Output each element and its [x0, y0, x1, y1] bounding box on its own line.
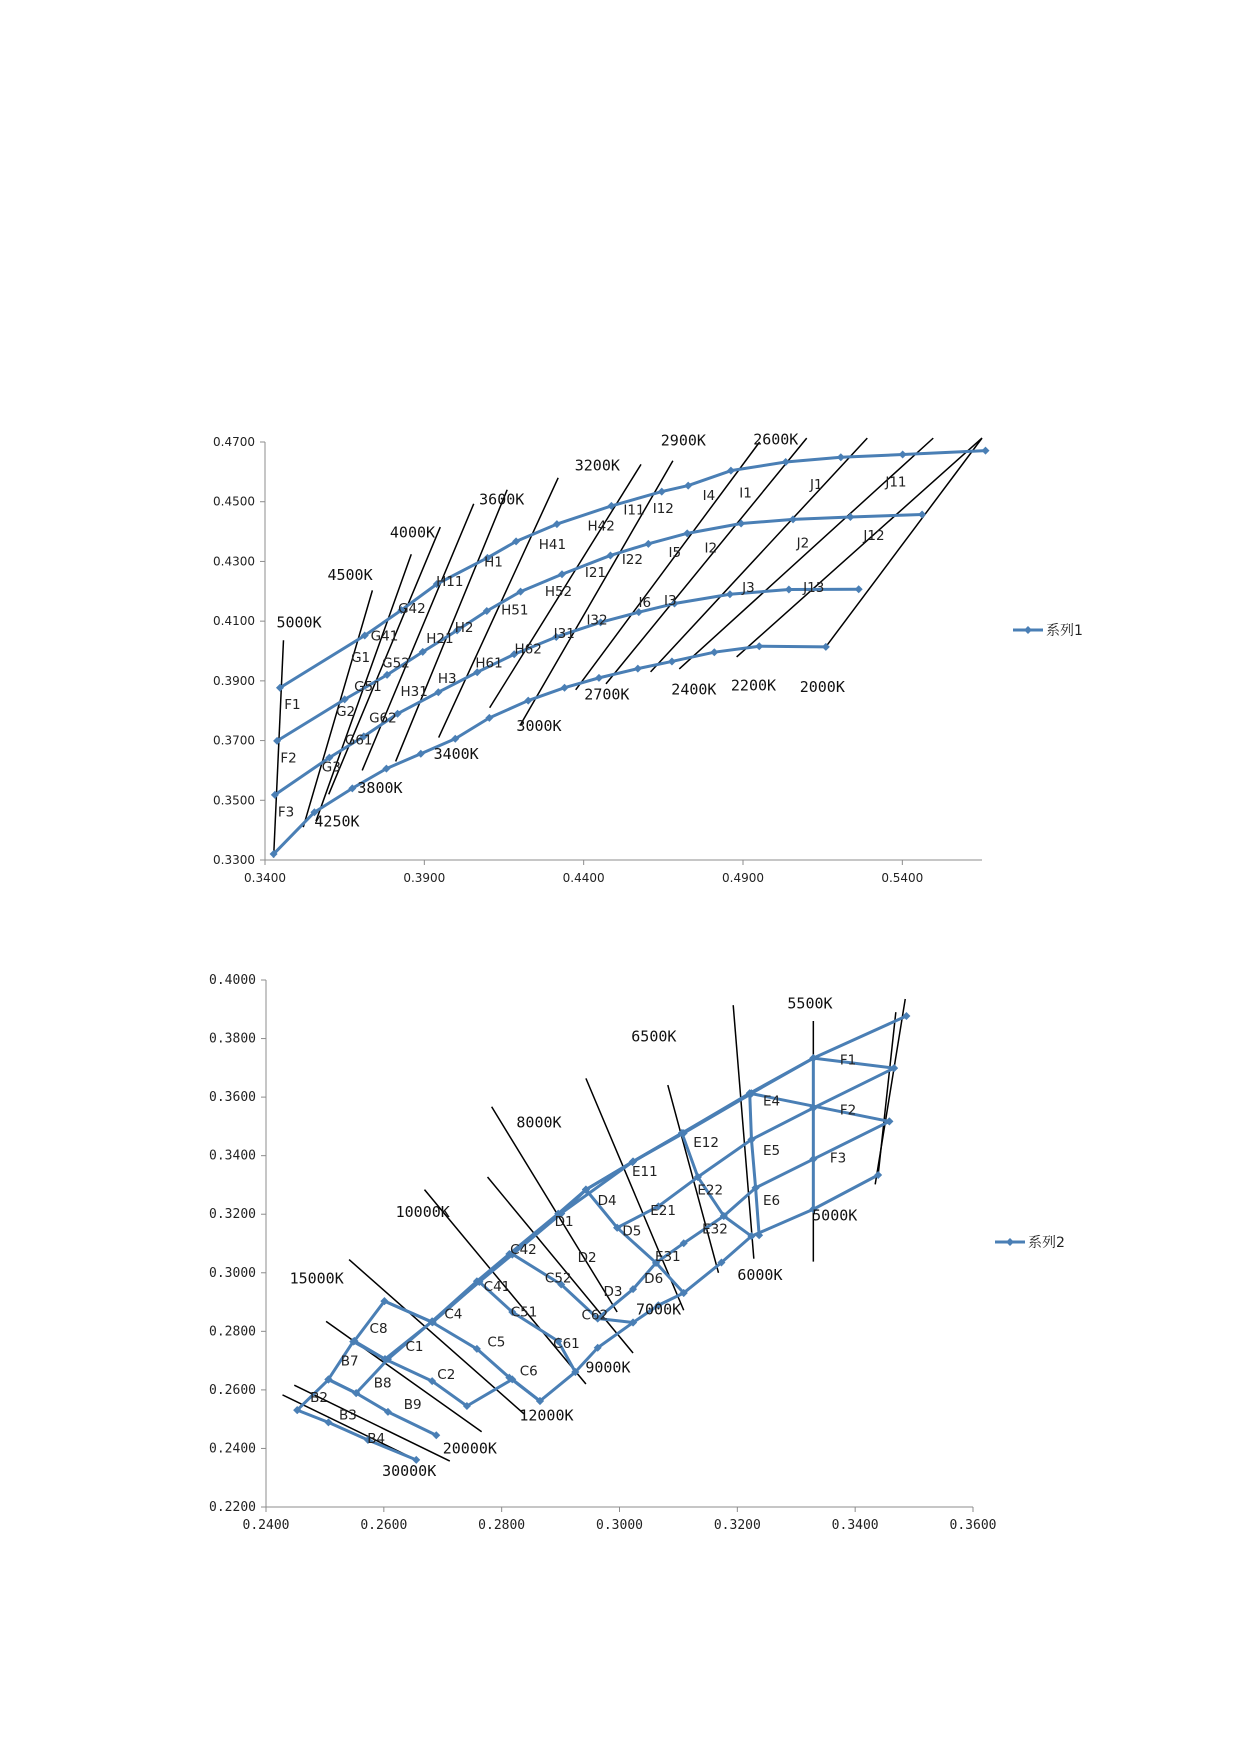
data-point: [710, 648, 718, 656]
y-tick-label: 0.2400: [209, 1441, 256, 1457]
bin-label: G3: [321, 759, 341, 776]
bin-label: D2: [577, 1249, 597, 1266]
x-tick-label: 0.3000: [596, 1518, 643, 1533]
bin-label: E22: [697, 1182, 724, 1199]
cct-label: 4000K: [389, 523, 436, 542]
bin-label: G52: [382, 655, 410, 672]
bin-label: D4: [597, 1192, 617, 1209]
bin-label: B8: [373, 1375, 392, 1392]
cct-label: 6500K: [631, 1027, 677, 1046]
y-tick-label: 0.2200: [209, 1500, 256, 1515]
bin-label: H3: [437, 671, 457, 688]
bin-label: G51: [354, 679, 382, 696]
data-point: [837, 453, 845, 461]
bin-label: J13: [803, 580, 825, 597]
y-tick-label: 0.3500: [213, 793, 255, 808]
data-point: [668, 657, 676, 665]
bin-label: I5: [668, 545, 682, 562]
bin-label: I21: [584, 564, 607, 581]
bin-label: I32: [586, 612, 608, 629]
bin-label: E6: [762, 1192, 781, 1209]
bin-label: H62: [514, 641, 542, 658]
x-tick-label: 0.3400: [244, 871, 286, 885]
bin-label: G1: [351, 650, 371, 667]
x-tick-label: 0.4900: [722, 871, 764, 885]
bin-label: B7: [340, 1353, 359, 1370]
cct-label: 9000K: [585, 1358, 631, 1377]
bin-label: C1: [405, 1339, 424, 1356]
cct-line: [878, 1012, 896, 1175]
bin-label: F3: [829, 1150, 847, 1167]
bin-label: J2: [796, 535, 810, 552]
y-tick-label: 0.3800: [209, 1031, 256, 1047]
data-point: [918, 511, 926, 519]
bin-label: G61: [344, 732, 373, 749]
bin-label: H61: [475, 655, 503, 672]
bin-label: C4: [444, 1306, 463, 1323]
cct-label: 5000K: [276, 613, 322, 632]
bin-label: C42: [510, 1242, 537, 1259]
y-tick-label: 0.3900: [213, 673, 255, 688]
bin-label: I22: [621, 551, 644, 568]
bin-label: F1: [284, 697, 301, 714]
y-tick-label: 0.3000: [209, 1265, 256, 1281]
data-point: [644, 540, 652, 548]
legend-label: 系列2: [1028, 1235, 1065, 1251]
data-point: [855, 585, 863, 593]
chart-1-ccyx-bins: [0, 380, 1240, 940]
data-point: [755, 642, 763, 650]
bin-label: E32: [702, 1221, 728, 1238]
legend: [995, 1235, 1065, 1251]
bin-label: H52: [544, 584, 573, 601]
cct-line: [826, 438, 982, 647]
x-tick-label: 0.3200: [713, 1518, 761, 1533]
cct-label: 12000K: [519, 1406, 574, 1425]
data-point: [558, 570, 566, 578]
legend-marker: [1006, 1238, 1014, 1246]
chart-2-ccyx-bins: [0, 960, 1240, 1533]
data-point: [595, 674, 603, 682]
cct-label: 2600K: [753, 430, 799, 449]
y-tick-label: 0.3400: [209, 1148, 256, 1164]
x-tick-label: 0.5400: [881, 871, 924, 885]
bin-label: G41: [370, 628, 399, 645]
legend: [1013, 623, 1083, 639]
data-point: [899, 451, 907, 459]
y-tick-label: 0.4700: [213, 435, 255, 449]
bin-label: D6: [644, 1271, 664, 1288]
cct-label: 3400K: [433, 745, 479, 764]
bin-label: I4: [702, 487, 716, 504]
cct-label: 3600K: [479, 490, 525, 509]
cct-label: 15000K: [289, 1269, 344, 1288]
bin-label: C41: [483, 1278, 511, 1295]
x-tick-label: 0.2400: [242, 1518, 290, 1533]
bin-label: B4: [367, 1431, 386, 1448]
bin-label: C2: [437, 1367, 456, 1384]
cct-label: 30000K: [382, 1461, 437, 1480]
cct-label: 3200K: [574, 456, 620, 475]
bin-label: E21: [650, 1203, 676, 1220]
y-tick-label: 0.3200: [209, 1207, 256, 1223]
bin-label: I31: [553, 625, 575, 642]
cct-label: 2200K: [730, 676, 777, 695]
mesh-line: [750, 1093, 759, 1235]
mesh-line: [432, 1282, 575, 1372]
cct-label: 5500K: [787, 994, 833, 1013]
bin-label: I1: [739, 485, 752, 502]
bin-label: J11: [885, 474, 907, 491]
bin-label: H11: [436, 573, 464, 590]
cct-label: 2000K: [799, 678, 845, 697]
y-tick-label: 0.3600: [209, 1090, 256, 1106]
cct-label: 4250K: [314, 812, 360, 831]
bin-label: H21: [426, 631, 454, 648]
x-tick-label: 0.3900: [403, 871, 446, 885]
bin-label: J12: [863, 527, 885, 544]
cct-label: 3800K: [357, 779, 403, 798]
cct-label: 10000K: [395, 1202, 450, 1221]
bin-label: E31: [654, 1249, 681, 1266]
data-point: [782, 458, 790, 466]
data-point: [658, 488, 666, 496]
bin-label: H51: [501, 602, 529, 619]
data-point: [727, 467, 735, 475]
bin-label: E4: [762, 1093, 781, 1110]
bin-label: C61: [553, 1336, 580, 1353]
bin-label: E11: [631, 1164, 658, 1181]
data-point: [606, 551, 614, 559]
legend-label: 系列1: [1046, 623, 1083, 639]
bin-label: C5: [487, 1334, 506, 1351]
cct-label: 4500K: [327, 565, 373, 584]
bin-label: D1: [554, 1213, 574, 1230]
bin-label: G2: [336, 703, 356, 720]
cct-line: [737, 438, 982, 657]
bin-label: H31: [400, 683, 428, 700]
bin-label: C62: [581, 1307, 609, 1324]
bin-label: G62: [369, 710, 397, 727]
bin-label: F2: [280, 750, 297, 767]
cct-label: 2900K: [660, 431, 706, 450]
bin-label: H2: [454, 620, 474, 637]
y-tick-label: 0.4100: [213, 614, 255, 629]
bin-label: D5: [622, 1223, 642, 1240]
bin-label: C8: [369, 1320, 388, 1337]
x-tick-label: 0.3600: [949, 1518, 997, 1533]
cct-label: 8000K: [516, 1113, 562, 1132]
bin-label: C52: [544, 1270, 572, 1287]
cct-line: [439, 478, 562, 738]
bin-label: I3: [664, 593, 677, 610]
y-tick-label: 0.4300: [213, 554, 255, 569]
bin-label: I6: [638, 595, 652, 612]
cct-label: 6000K: [737, 1266, 783, 1285]
bin-label: G42: [398, 600, 426, 617]
data-point: [561, 684, 569, 692]
bin-label: H42: [587, 518, 615, 535]
data-point: [846, 513, 854, 521]
bin-label: F3: [277, 804, 295, 821]
bin-label: I11: [623, 502, 645, 519]
cct-label: 5000K: [812, 1206, 858, 1225]
x-tick-label: 0.2800: [478, 1518, 526, 1533]
cct-label: 2700K: [584, 685, 630, 704]
bin-label: B3: [338, 1407, 357, 1424]
data-point: [982, 447, 990, 455]
y-tick-label: 0.2600: [209, 1382, 256, 1398]
y-tick-label: 0.3700: [213, 733, 255, 748]
bin-label: J3: [742, 580, 755, 597]
data-point: [726, 590, 734, 598]
bin-label: F1: [839, 1052, 857, 1069]
bin-label: B2: [310, 1389, 328, 1406]
bin-label: C51: [510, 1304, 538, 1321]
bin-label: E5: [762, 1143, 781, 1160]
x-tick-label: 0.3400: [831, 1518, 879, 1533]
y-tick-label: 0.4500: [213, 494, 255, 509]
cct-label: 7000K: [635, 1300, 682, 1319]
bin-label: I2: [704, 540, 718, 557]
x-tick-label: 0.4400: [562, 871, 605, 885]
bin-label: H1: [484, 554, 503, 571]
bin-label: E12: [693, 1135, 719, 1152]
cct-label: 20000K: [442, 1439, 497, 1458]
bin-label: I12: [652, 500, 674, 517]
y-tick-label: 0.3300: [213, 853, 255, 867]
cct-label: 3000K: [516, 717, 562, 736]
data-point: [634, 665, 642, 673]
cct-line: [274, 640, 284, 857]
bin-label: C6: [519, 1363, 538, 1380]
data-point: [785, 585, 793, 593]
y-tick-label: 0.4000: [209, 973, 256, 988]
bin-label: H41: [538, 536, 567, 553]
bin-label: F2: [839, 1102, 857, 1119]
cct-label: 2400K: [671, 680, 717, 699]
bin-label: B9: [403, 1397, 422, 1414]
bin-label: D3: [603, 1284, 623, 1301]
data-point: [684, 482, 692, 490]
legend-marker: [1024, 626, 1032, 634]
x-tick-label: 0.2600: [360, 1518, 408, 1533]
y-tick-label: 0.2800: [209, 1324, 256, 1340]
bin-label: J1: [810, 477, 823, 494]
